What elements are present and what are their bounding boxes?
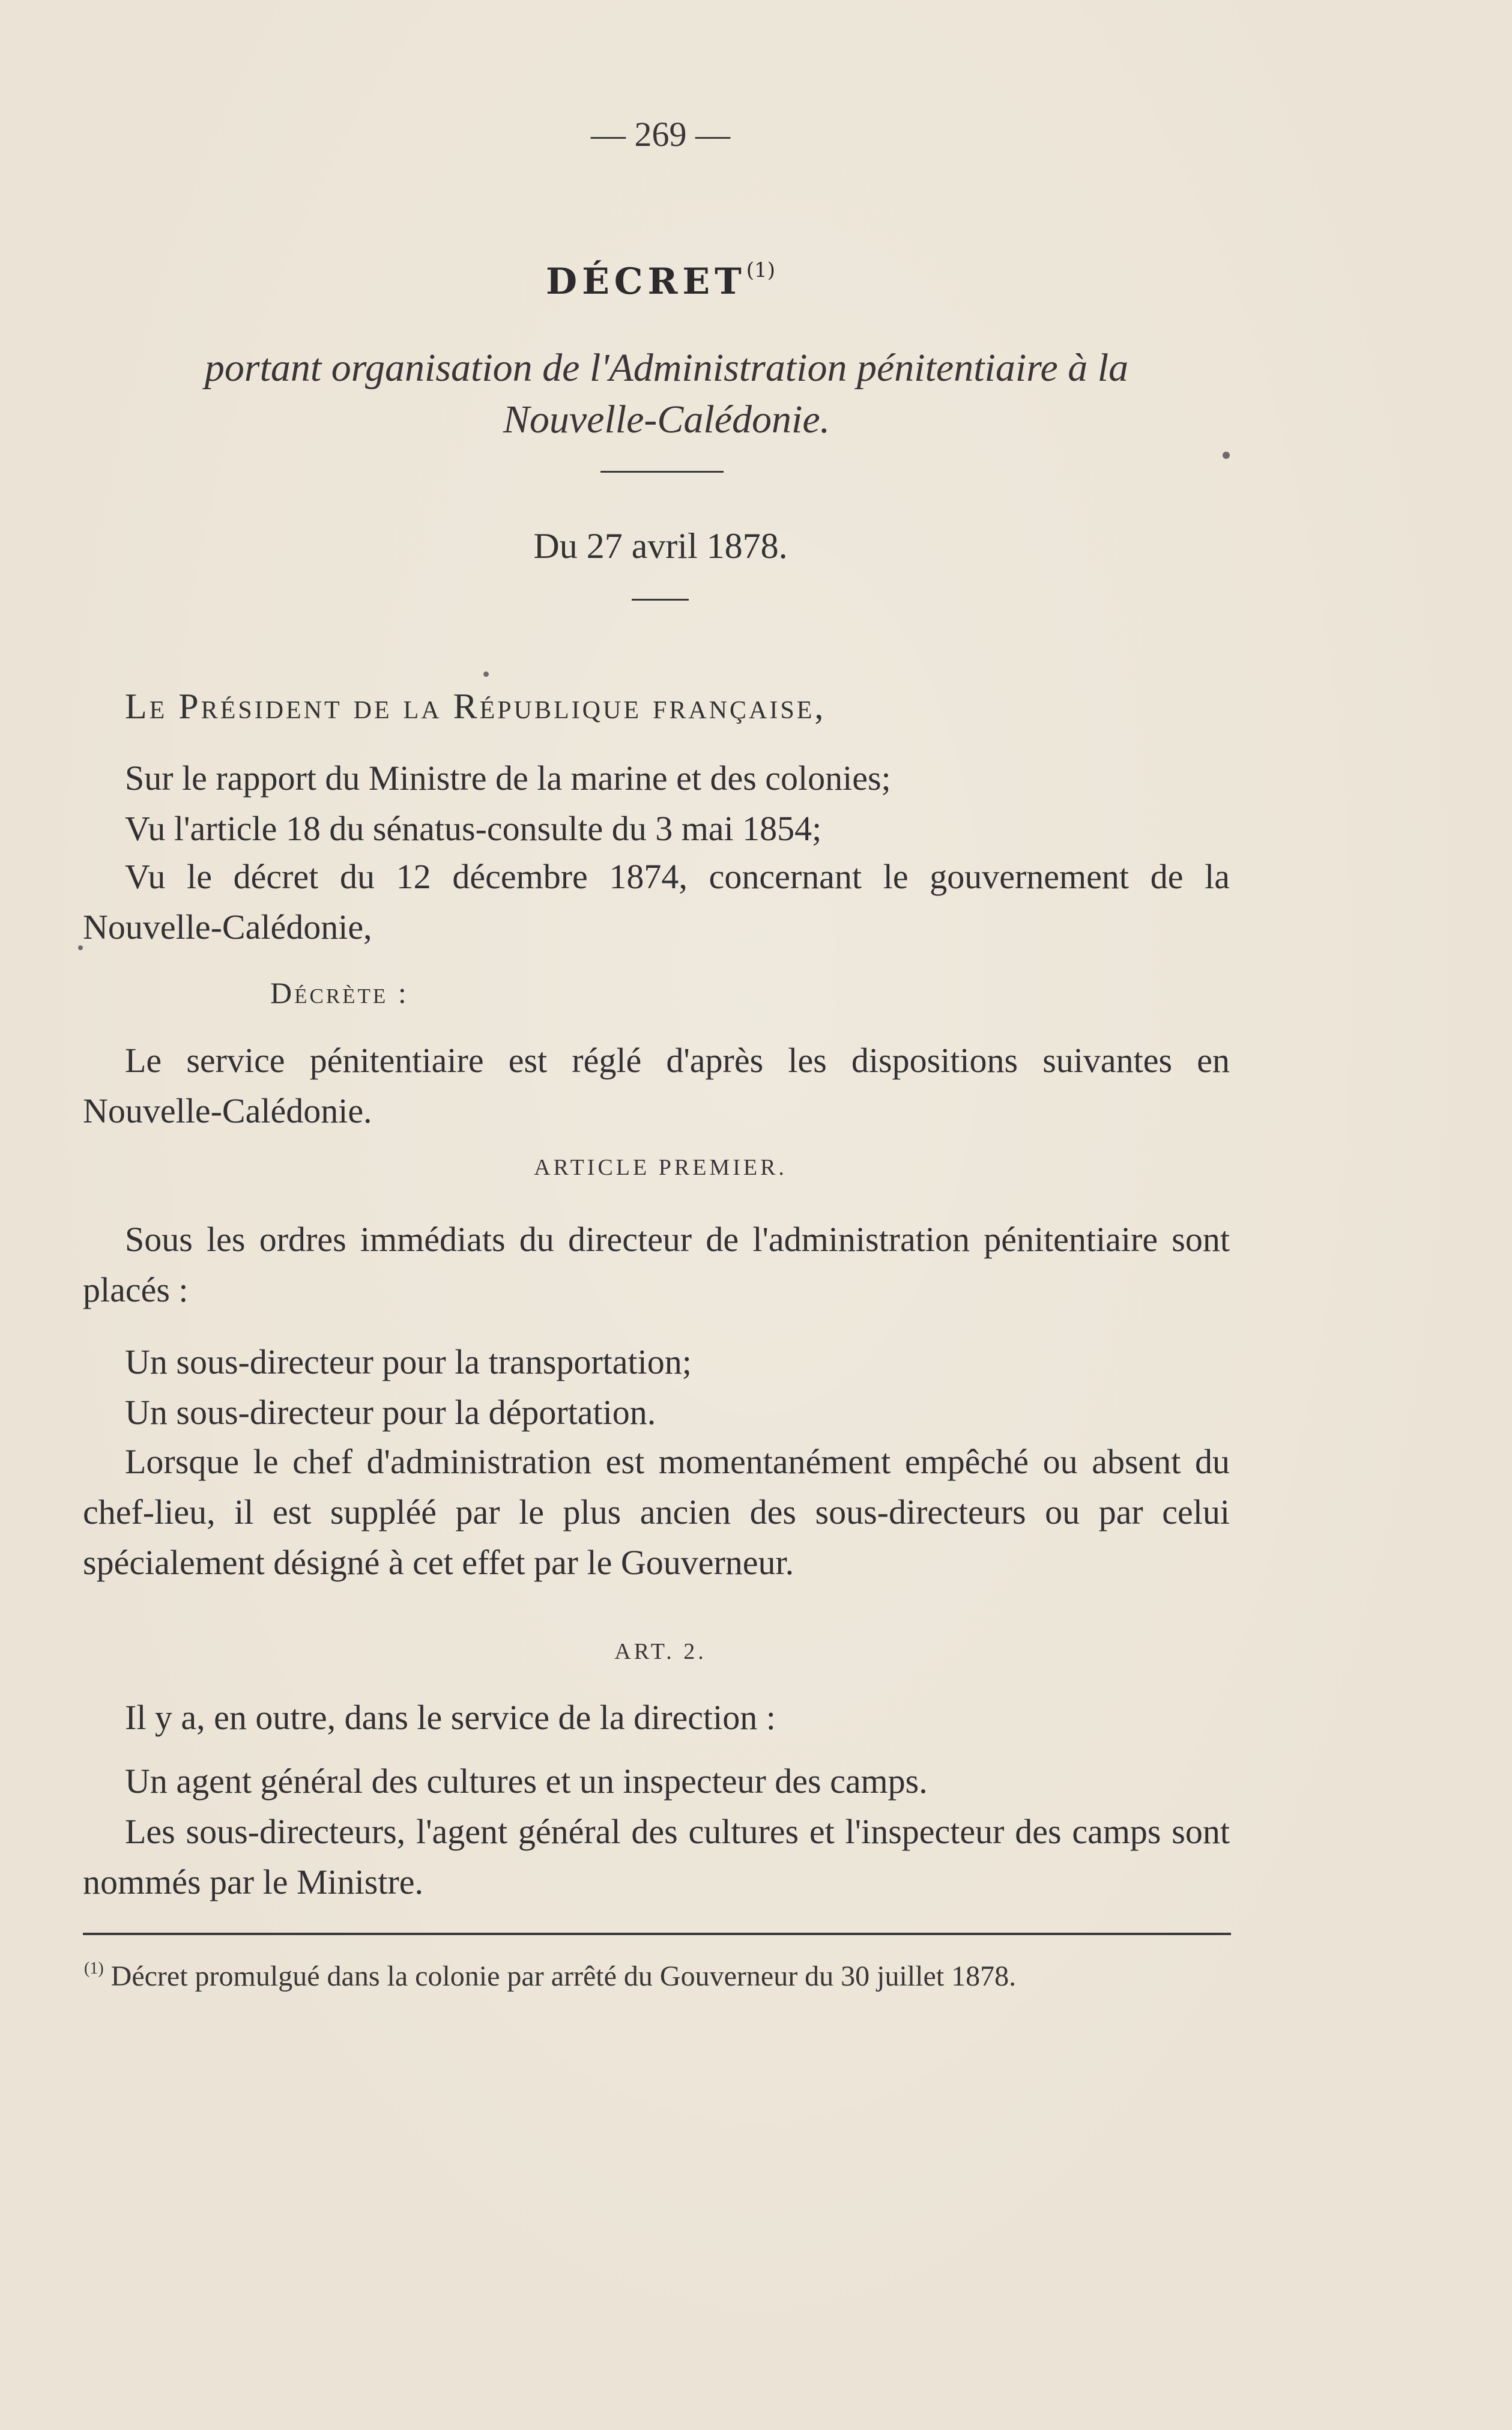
decree-subtitle: portant organisation de l'Administration pénitentiaire à la Nouvelle-Calédonie. bbox=[204, 346, 1129, 441]
intro-paragraph: Le service pénitentiaire est réglé d'après les dispositions suivantes en Nouvelle-Calédonie. bbox=[83, 1041, 1230, 1130]
article-1-paragraph-1: Sous les ordres immédiats du directeur de l'administration pénitentiaire sont placés : bbox=[83, 1220, 1230, 1309]
divider-rule bbox=[600, 471, 724, 473]
article-2-paragraph-1: Il y a, en outre, dans le service de la direction : bbox=[125, 1698, 776, 1737]
article-2-paragraph-3: Les sous-directeurs, l'agent général des cultures et l'inspecteur des camps sont nommés par le Ministre. bbox=[83, 1812, 1230, 1901]
footnote-separator bbox=[83, 1933, 1231, 1935]
article-2-heading: ART. 2. bbox=[614, 1639, 707, 1664]
consideration-2: Vu l'article 18 du sénatus-consulte du 3 mai 1854; bbox=[125, 809, 822, 848]
decree-date: Du 27 avril 1878. bbox=[533, 526, 788, 566]
article-1-paragraph-2: Un sous-directeur pour la transportation; bbox=[125, 1342, 692, 1381]
paper-speck bbox=[1223, 452, 1230, 459]
footnote-reference: (1) bbox=[746, 258, 775, 282]
decrete-heading: Décrète : bbox=[270, 976, 409, 1010]
president-line: Le Président de la République française, bbox=[125, 686, 826, 726]
article-1-heading: ARTICLE PREMIER. bbox=[534, 1155, 787, 1180]
article-1-paragraph-4: Lorsque le chef d'administration est momentanément empêché ou absent du chef-lieu, il est suppléé par le plus ancien des sous-directeurs ou par celui spécialement désigné à cet effet par le Gouverneur. bbox=[83, 1442, 1230, 1582]
paper-speck bbox=[483, 671, 489, 677]
decree-title-text: DÉCRET bbox=[546, 261, 746, 303]
page-number: — 269 — bbox=[591, 115, 730, 154]
decree-title bbox=[0, 258, 1321, 303]
consideration-1: Sur le rapport du Ministre de la marine et des colonies; bbox=[125, 759, 891, 798]
footnote-text: Décret promulgué dans la colonie par arrêté du Gouverneur du 30 juillet 1878. bbox=[110, 1960, 1017, 1992]
article-1-paragraph-3: Un sous-directeur pour la déportation. bbox=[125, 1393, 656, 1432]
article-2-paragraph-2: Un agent général des cultures et un inspecteur des camps. bbox=[125, 1762, 928, 1801]
paper-speck bbox=[78, 945, 83, 950]
divider-rule-short bbox=[632, 599, 689, 601]
footnote-marker: (1) bbox=[84, 1959, 104, 1978]
consideration-3: Vu le décret du 12 décembre 1874, concernant le gouvernement de la Nouvelle-Calédonie, bbox=[83, 857, 1230, 947]
footnote bbox=[84, 1959, 1225, 1993]
